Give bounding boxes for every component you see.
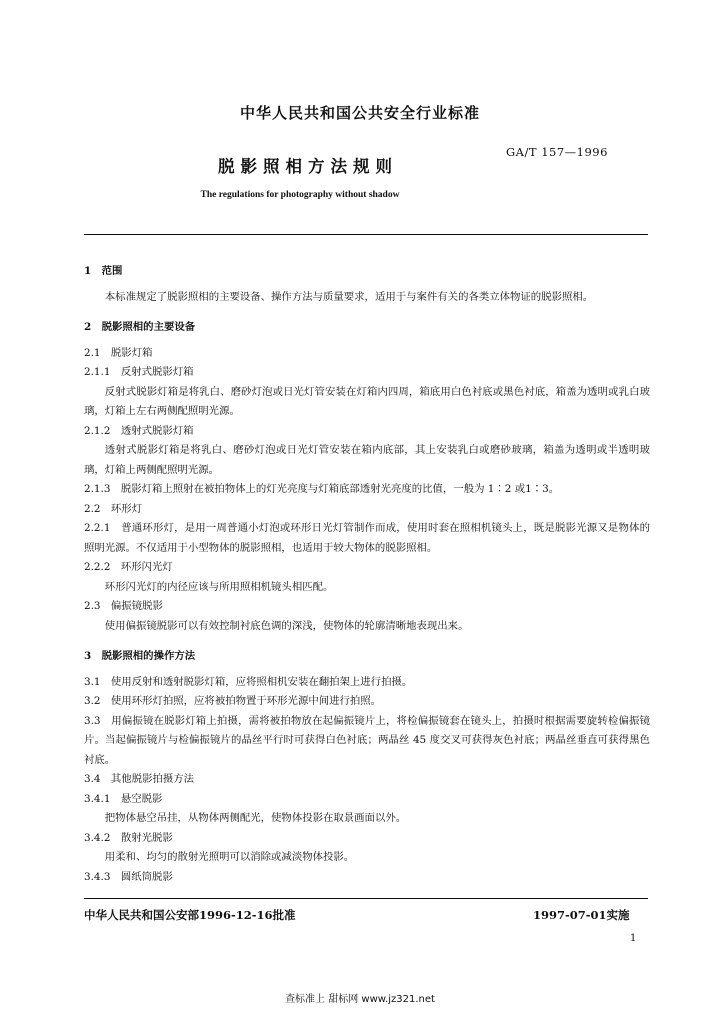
document-body	[84, 262, 650, 887]
footer-divider	[84, 898, 648, 899]
standard-org-title: 中华人民共和国公共安全行业标准	[239, 104, 480, 122]
document-title-cn: 脱影照相方法规则	[218, 157, 398, 176]
clause-3-4-2: 3.4.2 散射光脱影	[84, 831, 173, 844]
clause-3-1: 3.1 使用反射和透射脱影灯箱，应将照相机安装在翻拍架上进行拍摄。	[84, 675, 413, 688]
clause-3-2: 3.2 使用环形灯拍照，应将被拍物置于环形光源中间进行拍照。	[84, 695, 382, 707]
clause-2-1-2: 2.1.2 透射式脱影灯箱	[84, 424, 194, 437]
clause-2-3-paragraph: 使用偏振镜脱影可以有效控制衬底色调的深浅，使物体的轮廓清晰地表现出来。	[104, 619, 469, 632]
clause-2-2-2-paragraph: 环形闪光灯的内径应该与所用照相机镜头相匹配。	[104, 580, 334, 593]
section-1-paragraph: 本标准规定了脱影照相的主要设备、操作方法与质量要求，适用于与案件有关的各类立体物证的脱影照相。	[104, 290, 594, 303]
clause-3-3: 3.3 用偏振镜在脱影灯箱上拍摄，需将被拍物放在起偏振镜片上，将检偏振镜套在镜头上，拍摄时根据需要旋转检偏振镜片。当起偏振镜片与检偏振镜片的晶丝平行时可获得白色衬底；两晶丝 45 度交叉可获得灰色衬底；两晶丝垂直可获得黑色衬底。	[84, 714, 650, 766]
approval-line: 中华人民共和国公安部1996-12-16批准	[84, 908, 296, 922]
clause-3-4: 3.4 其他脱影拍摄方法	[84, 773, 195, 785]
page-number: 1	[630, 933, 637, 944]
header-divider	[84, 234, 648, 235]
clause-2-1-1-paragraph: 反射式脱影灯箱是将乳白、磨砂灯泡或日光灯管安装在灯箱内四周，箱底用白色衬底或黑色衬底，箱盖为透明或乳白玻璃，灯箱上左右两侧配照明光源。	[84, 385, 650, 417]
clause-2-1-3: 2.1.3 脱影灯箱上照射在被拍物体上的灯光亮度与灯箱底部透射光亮度的比值，一般为 1∶2 或1∶3。	[84, 483, 560, 495]
clause-2-1-1: 2.1.1 反射式脱影灯箱	[84, 366, 194, 378]
clause-2-3: 2.3 偏振镜脱影	[84, 600, 163, 612]
clause-3-4-1: 3.4.1 悬空脱影	[84, 792, 163, 805]
clause-2-2-2: 2.2.2 环形闪光灯	[84, 561, 173, 573]
section-2-heading: 2 脱影照相的主要设备	[84, 321, 196, 333]
clause-2-1: 2.1 脱影灯箱	[84, 346, 153, 359]
implementation-date: 1997-07-01实施	[533, 908, 630, 922]
clause-3-4-1-paragraph: 把物体悬空吊挂，从物体两侧配光，使物体投影在取景画面以外。	[104, 812, 407, 824]
section-3-heading: 3 脱影照相的操作方法	[84, 650, 196, 662]
clause-2-1-2-paragraph: 透射式脱影灯箱是将乳白、磨砂灯泡或日光灯管安装在箱内底部，其上安装乳白或磨砂玻璃，箱盖为透明或半透明玻璃，灯箱上两侧配照明光源。	[84, 444, 650, 476]
standard-code: GA/T 157—1996	[506, 145, 608, 159]
source-watermark: 查标准上 甜标网 www.jz321.net	[285, 994, 435, 1005]
clause-3-4-2-paragraph: 用柔和、均匀的散射光照明可以消除或减淡物体投影。	[104, 851, 355, 863]
clause-3-4-3: 3.4.3 圆纸筒脱影	[84, 870, 173, 883]
clause-2-2: 2.2 环形灯	[84, 502, 143, 515]
section-1-heading: 1 范围	[84, 265, 123, 277]
clause-2-2-1: 2.2.1 普通环形灯，是用一周普通小灯泡或环形日光灯管制作而成，使用时套在照相机镜头上，既是脱影光源又是物体的照明光源。不仅适用于小型物体的脱影照相，也适用于较大物体的脱影照相。	[84, 522, 650, 554]
document-title-en: The regulations for photography without shadow	[200, 190, 400, 200]
